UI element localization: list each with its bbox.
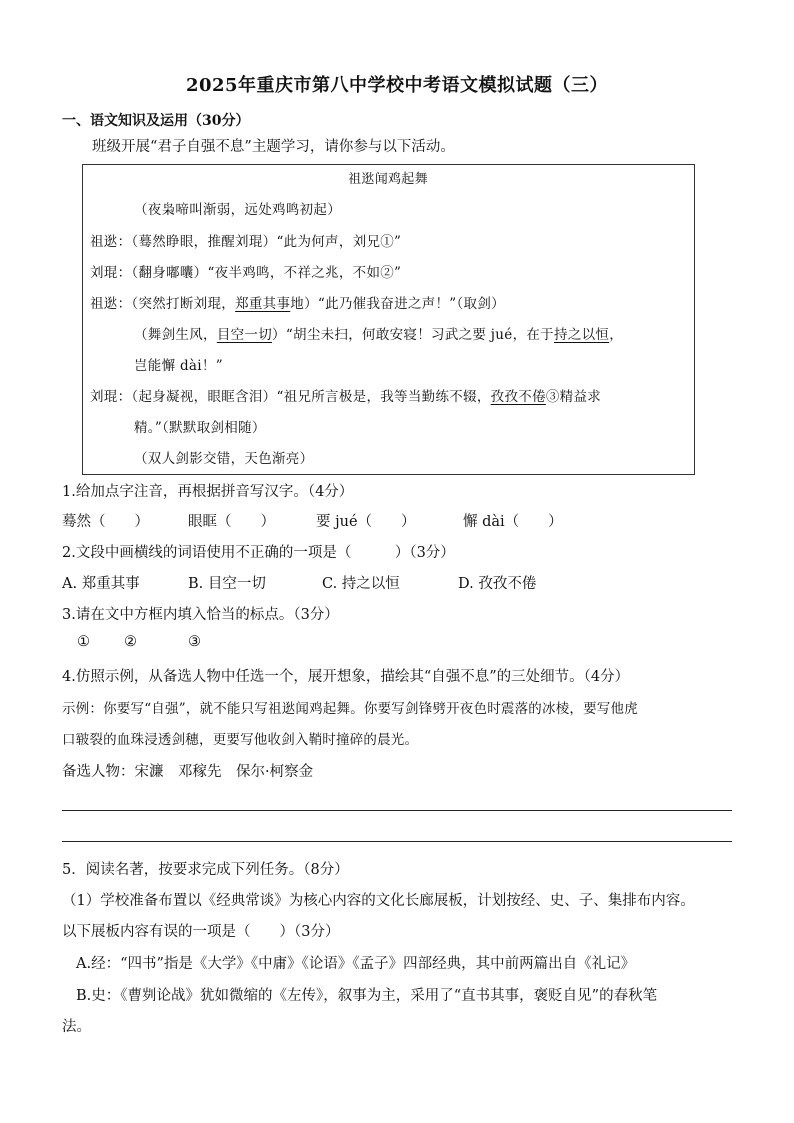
q3-mark-1: ① (77, 634, 90, 650)
answer-line-1 (62, 810, 732, 811)
q2-stem: 2.文段中画横线的词语使用不正确的一项是（ ）（3分） (62, 545, 455, 561)
q4-example-line-1: 示例：你要写“自强”，就不能只写祖逖闻鸡起舞。你要写剑锋劈开夜色时震落的冰棱，要写他虎 (62, 701, 638, 717)
dialogue-text: ③精益求 (545, 389, 602, 405)
underlined-word: 郑重其事 (235, 296, 291, 312)
dialogue-line-6 (90, 385, 601, 405)
speaker-label: 刘琨： (90, 389, 132, 405)
dialogue-line-5: 岂能懈 dài！” (134, 358, 223, 374)
dialogue-text: （舞剑生风， (134, 327, 217, 343)
q2-option-c: C. 持之以恒 (322, 576, 400, 592)
underlined-word: 目空一切 (216, 327, 273, 343)
stage-direction-1: （夜枭啼叫渐弱，远处鸡鸣初起） (134, 202, 341, 218)
q5-stem: 5．阅读名著，按要求完成下列任务。（8分） (62, 862, 349, 878)
speaker-label: 祖逖： (90, 296, 132, 312)
speaker-label: 刘琨： (90, 265, 132, 281)
q1-item-3: 要 jué（ ） (316, 514, 416, 530)
play-title: 祖逖闻鸡起舞 (348, 172, 428, 187)
q1-item-2: 眼眶（ ） (188, 514, 275, 530)
q5-option-b-line-2: 法。 (62, 1019, 91, 1035)
q5-sub1-line-1: （1）学校准备布置以《经典常谈》为核心内容的文化长廊展板，计划按经、史、子、集排布内容。 (62, 893, 695, 909)
q5-option-a: A.经：“四书”指是《大学》《中庸》《论语》《孟子》四部经典，其中前两篇出自《礼记》 (76, 956, 636, 972)
dialogue-line-4 (134, 323, 623, 343)
page-title: 2025年重庆市第八中学校中考语文模拟试题（三） (185, 75, 609, 96)
answer-line-2 (62, 841, 732, 842)
dialogue-text: ， (609, 327, 623, 343)
section-intro: 班级开展“君子自强不息”主题学习，请你参与以下活动。 (92, 139, 455, 155)
q1-stem: 1.给加点字注音，再根据拼音写汉字。（4分） (62, 484, 354, 500)
q4-candidates: 备选人物：宋濂 邓稼先 保尔·柯察金 (62, 764, 314, 780)
q2-option-d: D. 孜孜不倦 (458, 576, 537, 592)
dialogue-text: 地）“此乃催我奋进之声！”（取剑） (290, 296, 505, 312)
section-heading: 一、语文知识及运用（30分） (62, 113, 250, 129)
dialogue-text: ）“胡尘未扫，何敢安寝！习武之要 jué，在于 (272, 327, 554, 343)
dialogue-line-7: 精。”（默默取剑相随） (134, 420, 266, 436)
q4-stem: 4.仿照示例，从备选人物中任选一个，展开想象，描绘其“自强不息”的三处细节。（4分） (62, 669, 630, 685)
dialogue-text: （起身凝视，眼眶含泪）“祖兄所言极是，我等当勤练不辍， (131, 389, 491, 405)
dialogue-line-2 (90, 261, 401, 281)
dialogue-text: （翻身嘟囔）“夜半鸡鸣，不祥之兆，不如②” (131, 265, 402, 281)
dialogue-text: （蓦然睁眼，推醒刘琨）“此为何声，刘兄①” (131, 234, 402, 250)
q4-example-line-2: 口皲裂的血珠浸透剑穗，更要写他收剑入鞘时撞碎的晨光。 (62, 732, 419, 748)
q2-option-b: B. 目空一切 (188, 576, 266, 592)
underlined-word: 持之以恒 (553, 327, 610, 343)
q5-sub1-line-2: 以下展板内容有误的一项是（ ）（3分） (62, 924, 340, 940)
q1-item-1: 蓦然（ ） (62, 514, 149, 530)
dialogue-line-1 (90, 230, 401, 250)
q2-option-a: A. 郑重其事 (62, 576, 140, 592)
underlined-word: 孜孜不倦 (490, 389, 546, 405)
speaker-label: 祖逖： (90, 234, 132, 250)
stage-direction-2: （双人剑影交错，天色渐亮） (134, 451, 314, 467)
q1-item-4: 懈 dài（ ） (463, 514, 563, 530)
q3-stem: 3.请在文中方框内填入恰当的标点。（3分） (62, 607, 339, 623)
q3-mark-2: ② (124, 634, 137, 650)
q3-mark-3: ③ (188, 634, 201, 650)
dialogue-text: （突然打断刘琨， (131, 296, 236, 312)
q5-option-b-line-1: B.史：《曹刿论战》犹如微缩的《左传》，叙事为主，采用了“直书其事，褒贬自见”的春秋笔 (76, 988, 658, 1004)
dialogue-line-3 (90, 292, 505, 312)
